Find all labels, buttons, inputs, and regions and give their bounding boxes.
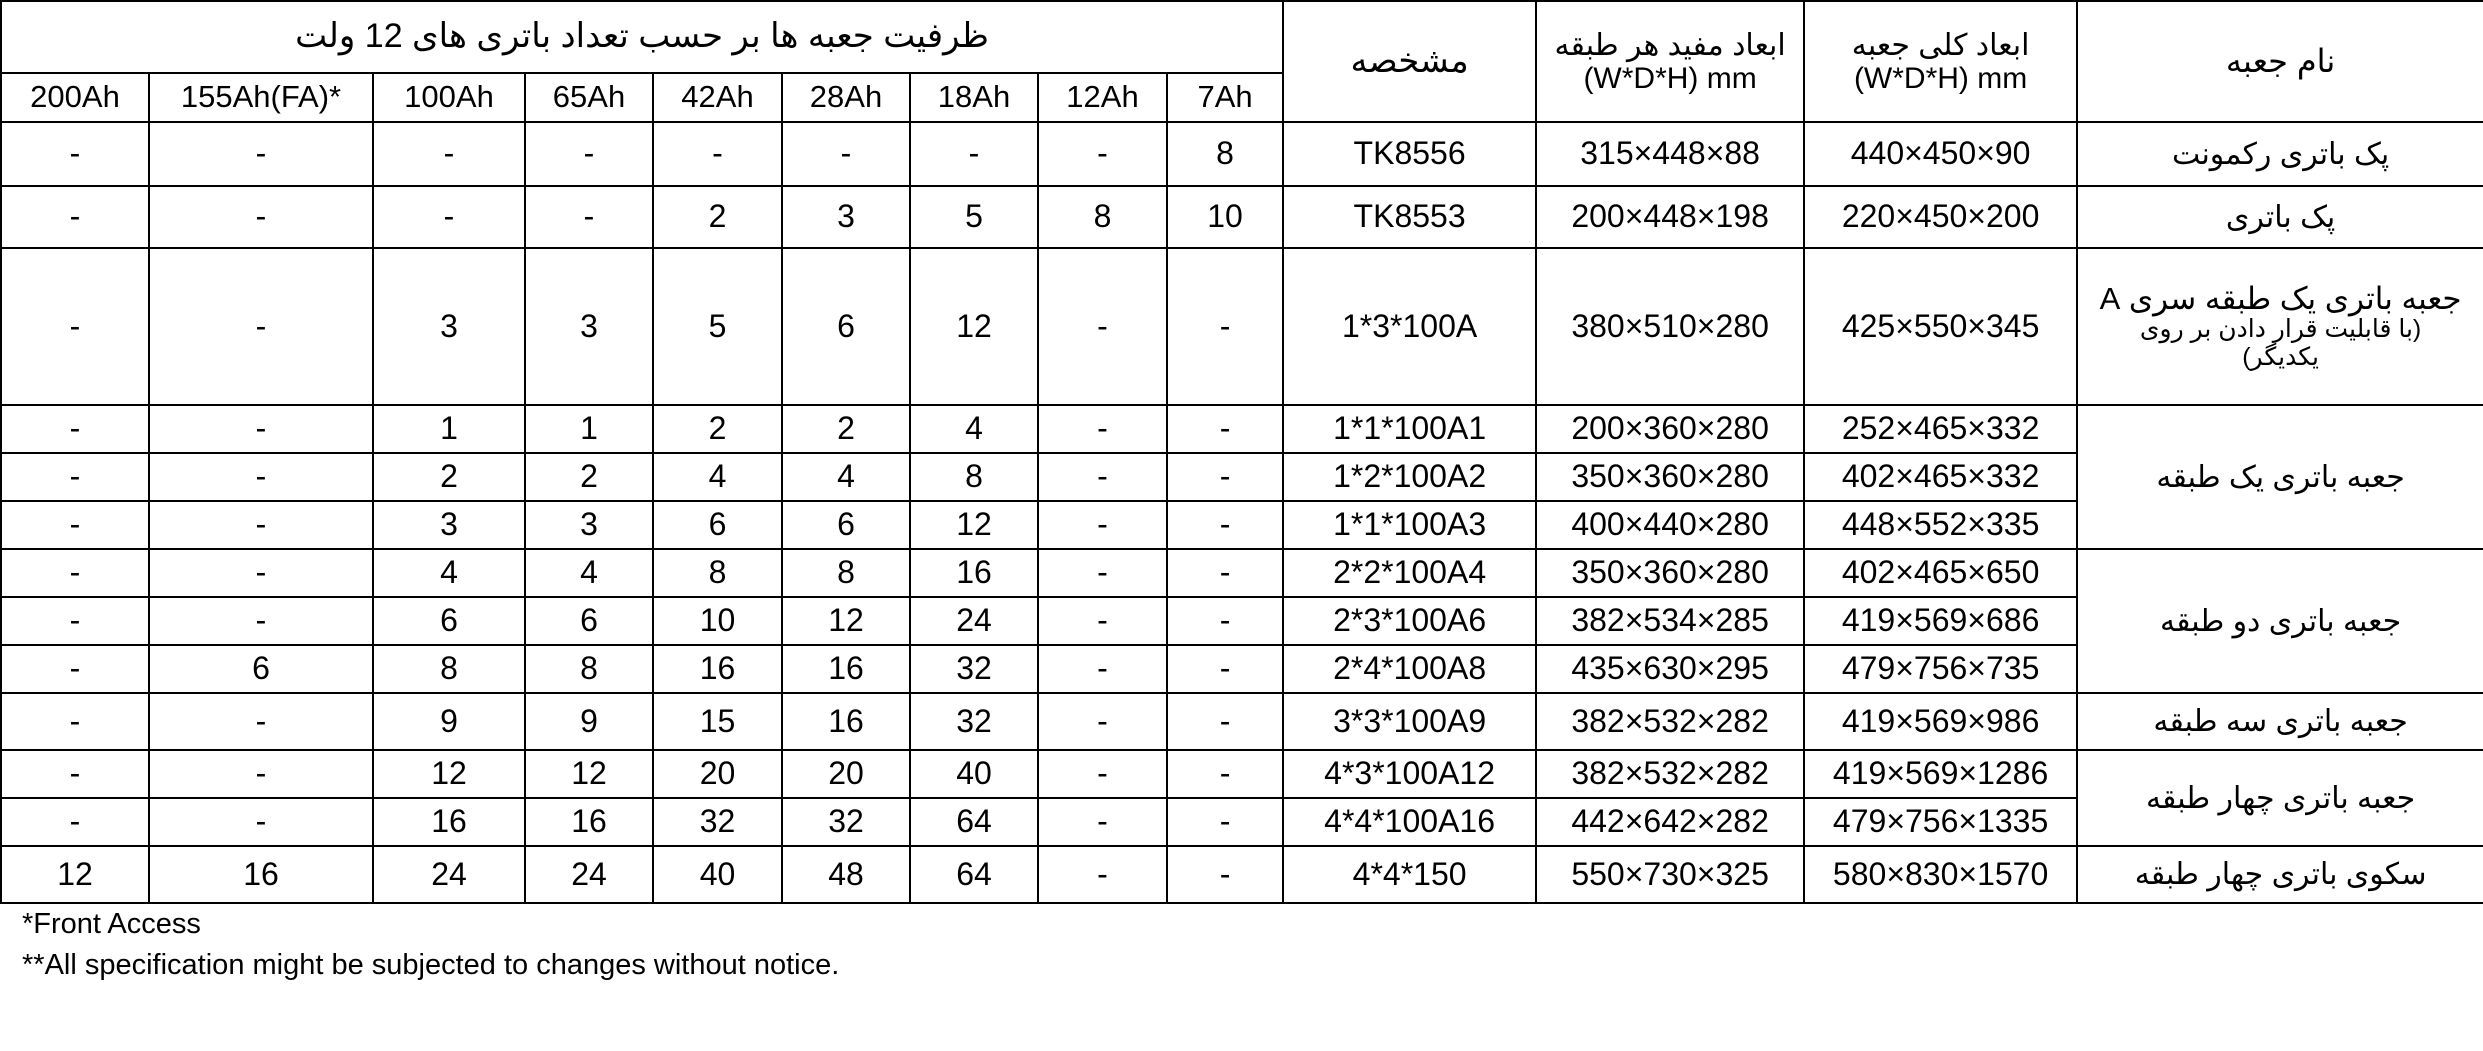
overall-dims-cell: 440×450×90 (1804, 122, 2077, 186)
overall-dims-cell: 419×569×1286 (1804, 750, 2077, 798)
capacity-cell: 8 (373, 645, 525, 693)
overall-dims-cell: 402×465×332 (1804, 453, 2077, 501)
capacity-cell: - (149, 798, 373, 846)
capacity-cell: 40 (910, 750, 1038, 798)
capacity-cell: 6 (782, 501, 910, 549)
capacity-cell: 2 (653, 405, 782, 453)
useful-dims-cell: 442×642×282 (1536, 798, 1804, 846)
overall-dims-cell: 252×465×332 (1804, 405, 2077, 453)
table-row (1, 122, 2483, 186)
table-body (1, 122, 2483, 903)
useful-dims-cell: 350×360×280 (1536, 549, 1804, 597)
box-name-line: یکدیگر) (2242, 342, 2319, 371)
box-name-cell: جعبه باتری سه طبقه (2077, 693, 2483, 750)
useful-dims-cell: 382×534×285 (1536, 597, 1804, 645)
capacity-cell: 8 (910, 453, 1038, 501)
capacity-cell: 12 (910, 501, 1038, 549)
box-name-cell: پک باتری (2077, 186, 2483, 248)
capacity-cell: 15 (653, 693, 782, 750)
capacity-cell: - (1038, 501, 1167, 549)
overall-dims-cell: 479×756×735 (1804, 645, 2077, 693)
box-name-cell: پک باتری رکمونت (2077, 122, 2483, 186)
capacity-cell: - (1, 693, 149, 750)
capacity-cell: 5 (653, 248, 782, 405)
capacity-cell: - (525, 122, 653, 186)
spec-cell: 2*2*100A4 (1283, 549, 1536, 597)
capacity-cell: 3 (525, 501, 653, 549)
capacity-cell: 20 (782, 750, 910, 798)
capacity-cell: 9 (525, 693, 653, 750)
capacity-cell: - (1, 186, 149, 248)
capacity-cell: 16 (373, 798, 525, 846)
spec-cell: 4*3*100A12 (1283, 750, 1536, 798)
capacity-cell: - (1038, 549, 1167, 597)
useful-dims-cell: 382×532×282 (1536, 750, 1804, 798)
table-row (1, 248, 2483, 405)
capacity-cell: 10 (653, 597, 782, 645)
capacity-cell: 3 (525, 248, 653, 405)
capacity-cell: 3 (373, 501, 525, 549)
capacity-cell: 24 (525, 846, 653, 903)
capacity-100ah: 100Ah (373, 73, 525, 122)
footnote-front-access: *Front Access (22, 908, 201, 940)
useful-dims-cell: 350×360×280 (1536, 453, 1804, 501)
useful-dims-cell: 435×630×295 (1536, 645, 1804, 693)
capacity-cell: 8 (1038, 186, 1167, 248)
capacity-cell: 2 (782, 405, 910, 453)
capacity-cell: 24 (373, 846, 525, 903)
capacity-cell: 48 (782, 846, 910, 903)
capacity-200ah: 200Ah (1, 73, 149, 122)
capacity-cell: 4 (910, 405, 1038, 453)
capacity-cell: - (1167, 501, 1283, 549)
spec-cell: 4*4*150 (1283, 846, 1536, 903)
capacity-cell: 10 (1167, 186, 1283, 248)
capacity-cell: - (149, 186, 373, 248)
overall-dims-cell: 402×465×650 (1804, 549, 2077, 597)
capacity-cell: - (149, 549, 373, 597)
capacity-cell: 5 (910, 186, 1038, 248)
spec-cell: 3*3*100A9 (1283, 693, 1536, 750)
capacity-cell: - (1038, 122, 1167, 186)
spec-cell: 2*4*100A8 (1283, 645, 1536, 693)
capacity-cell: - (1038, 846, 1167, 903)
capacity-cell: - (525, 186, 653, 248)
capacity-cell: - (1, 248, 149, 405)
useful-dims-cell: 382×532×282 (1536, 693, 1804, 750)
useful-dims-header (1536, 1, 1804, 122)
capacity-cell: - (1167, 846, 1283, 903)
capacity-cell: - (1167, 750, 1283, 798)
capacity-cell: - (1167, 453, 1283, 501)
capacity-cell: 32 (653, 798, 782, 846)
capacity-cell: 6 (149, 645, 373, 693)
box-name-cell (2077, 248, 2483, 405)
name-header: نام جعبه (2077, 1, 2483, 122)
useful-dims-cell: 200×448×198 (1536, 186, 1804, 248)
table-row (1, 186, 2483, 248)
capacity-cell: 16 (782, 645, 910, 693)
capacity-cell: 4 (782, 453, 910, 501)
capacity-cell: 6 (653, 501, 782, 549)
capacity-cell: 9 (373, 693, 525, 750)
capacity-cell: 4 (653, 453, 782, 501)
capacity-cell: 12 (373, 750, 525, 798)
capacity-cell: - (1, 122, 149, 186)
capacity-cell: 12 (910, 248, 1038, 405)
capacity-cell: - (1038, 597, 1167, 645)
capacity-cell: - (1, 798, 149, 846)
capacity-cell: 3 (373, 248, 525, 405)
overall-dims-cell: 580×830×1570 (1804, 846, 2077, 903)
table-row (1, 693, 2483, 750)
capacity-cell: - (149, 453, 373, 501)
capacity-cell: - (149, 248, 373, 405)
capacity-cell: 16 (653, 645, 782, 693)
capacity-cell: 40 (653, 846, 782, 903)
capacity-cell: 2 (525, 453, 653, 501)
spec-cell: 1*1*100A1 (1283, 405, 1536, 453)
useful-dims-cell: 550×730×325 (1536, 846, 1804, 903)
useful-dims-cell: 315×448×88 (1536, 122, 1804, 186)
capacity-cell: 6 (525, 597, 653, 645)
box-name-line: (با قابلیت قرار دادن بر روی (2139, 315, 2422, 344)
spec-cell: TK8556 (1283, 122, 1536, 186)
capacity-cell: - (1167, 248, 1283, 405)
capacity-7ah: 7Ah (1167, 73, 1283, 122)
overall-dims-cell: 220×450×200 (1804, 186, 2077, 248)
capacity-cell: - (1038, 453, 1167, 501)
spec-cell: TK8553 (1283, 186, 1536, 248)
box-name-line: جعبه باتری یک طبقه سری A (2099, 280, 2462, 316)
capacity-cell: - (149, 750, 373, 798)
capacity-cell: - (1167, 597, 1283, 645)
capacity-cell: - (149, 693, 373, 750)
overall-dims-header (1804, 1, 2077, 122)
capacity-cell: - (1038, 248, 1167, 405)
capacity-cell: 8 (1167, 122, 1283, 186)
overall-dims-cell: 448×552×335 (1804, 501, 2077, 549)
capacity-cell: - (373, 122, 525, 186)
capacity-cell: - (1, 501, 149, 549)
overall-dims-header-unit: (W*D*H) mm (1853, 61, 2028, 95)
capacity-cell: 20 (653, 750, 782, 798)
capacity-cell: - (1, 597, 149, 645)
capacity-cell: - (910, 122, 1038, 186)
capacity-cell: - (1, 405, 149, 453)
useful-dims-cell: 200×360×280 (1536, 405, 1804, 453)
spec-header: مشخصه (1283, 1, 1536, 122)
capacity-cell: 8 (653, 549, 782, 597)
capacity-cell: - (1038, 693, 1167, 750)
capacity-cell: 2 (653, 186, 782, 248)
table-row (1, 750, 2483, 798)
capacity-cell: 16 (149, 846, 373, 903)
footnotes (22, 904, 839, 986)
capacity-cell: 32 (782, 798, 910, 846)
capacity-cell: 16 (782, 693, 910, 750)
capacity-cell: - (1167, 693, 1283, 750)
capacity-cell: 16 (910, 549, 1038, 597)
capacity-cell: - (1167, 405, 1283, 453)
spec-cell: 2*3*100A6 (1283, 597, 1536, 645)
capacity-cell: 12 (782, 597, 910, 645)
capacity-cell: 64 (910, 846, 1038, 903)
capacity-header: ظرفیت جعبه ها بر حسب تعداد باتری های 12 ولت (1, 1, 1283, 73)
capacity-cell: 6 (373, 597, 525, 645)
capacity-cell: - (1167, 549, 1283, 597)
capacity-65ah: 65Ah (525, 73, 653, 122)
capacity-42ah: 42Ah (653, 73, 782, 122)
table-row (1, 846, 2483, 903)
capacity-cell: 8 (525, 645, 653, 693)
capacity-cell: 1 (525, 405, 653, 453)
capacity-cell: 12 (1, 846, 149, 903)
capacity-cell: 4 (373, 549, 525, 597)
overall-dims-cell: 479×756×1335 (1804, 798, 2077, 846)
capacity-cell: 4 (525, 549, 653, 597)
capacity-cell: - (149, 597, 373, 645)
capacity-cell: - (1038, 750, 1167, 798)
overall-dims-header-title: ابعاد کلی جعبه (1851, 28, 2030, 62)
capacity-cell: 2 (373, 453, 525, 501)
capacity-cell: 12 (525, 750, 653, 798)
useful-dims-header-unit: (W*D*H) mm (1583, 61, 1757, 95)
footnote-changes: **All specification might be subjected to changes without notice. (22, 949, 840, 981)
table-header (1, 1, 2483, 122)
capacity-28ah: 28Ah (782, 73, 910, 122)
capacity-cell: 1 (373, 405, 525, 453)
capacity-cell: 3 (782, 186, 910, 248)
useful-dims-cell: 380×510×280 (1536, 248, 1804, 405)
overall-dims-cell: 425×550×345 (1804, 248, 2077, 405)
capacity-cell: 32 (910, 645, 1038, 693)
capacity-cell: - (1167, 798, 1283, 846)
capacity-cell: - (149, 405, 373, 453)
table-row (1, 405, 2483, 453)
useful-dims-cell: 400×440×280 (1536, 501, 1804, 549)
capacity-cell: - (1038, 405, 1167, 453)
overall-dims-cell: 419×569×986 (1804, 693, 2077, 750)
box-name-cell: جعبه باتری چهار طبقه (2077, 750, 2483, 846)
box-name-cell: جعبه باتری دو طبقه (2077, 549, 2483, 693)
capacity-cell: 32 (910, 693, 1038, 750)
capacity-12ah: 12Ah (1038, 73, 1167, 122)
capacity-cell: - (653, 122, 782, 186)
capacity-cell: 64 (910, 798, 1038, 846)
capacity-cell: - (1, 750, 149, 798)
capacity-18ah: 18Ah (910, 73, 1038, 122)
useful-dims-header-title: ابعاد مفید هر طبقه (1554, 28, 1786, 62)
capacity-cell: 24 (910, 597, 1038, 645)
capacity-cell: 16 (525, 798, 653, 846)
capacity-cell: - (1167, 645, 1283, 693)
capacity-cell: - (1, 549, 149, 597)
capacity-cell: - (1, 453, 149, 501)
table-row (1, 549, 2483, 597)
spec-cell: 1*2*100A2 (1283, 453, 1536, 501)
overall-dims-cell: 419×569×686 (1804, 597, 2077, 645)
capacity-cell: - (149, 501, 373, 549)
capacity-cell: - (373, 186, 525, 248)
capacity-155ah-fa: 155Ah(FA)* (149, 73, 373, 122)
spec-cell: 1*3*100A (1283, 248, 1536, 405)
capacity-cell: - (1038, 798, 1167, 846)
capacity-cell: 6 (782, 248, 910, 405)
spec-cell: 4*4*100A16 (1283, 798, 1536, 846)
box-name-cell: سکوی باتری چهار طبقه (2077, 846, 2483, 903)
capacity-cell: - (149, 122, 373, 186)
capacity-cell: - (1, 645, 149, 693)
box-name-cell: جعبه باتری یک طبقه (2077, 405, 2483, 549)
spec-cell: 1*1*100A3 (1283, 501, 1536, 549)
capacity-cell: - (1038, 645, 1167, 693)
capacity-cell: - (782, 122, 910, 186)
capacity-cell: 8 (782, 549, 910, 597)
